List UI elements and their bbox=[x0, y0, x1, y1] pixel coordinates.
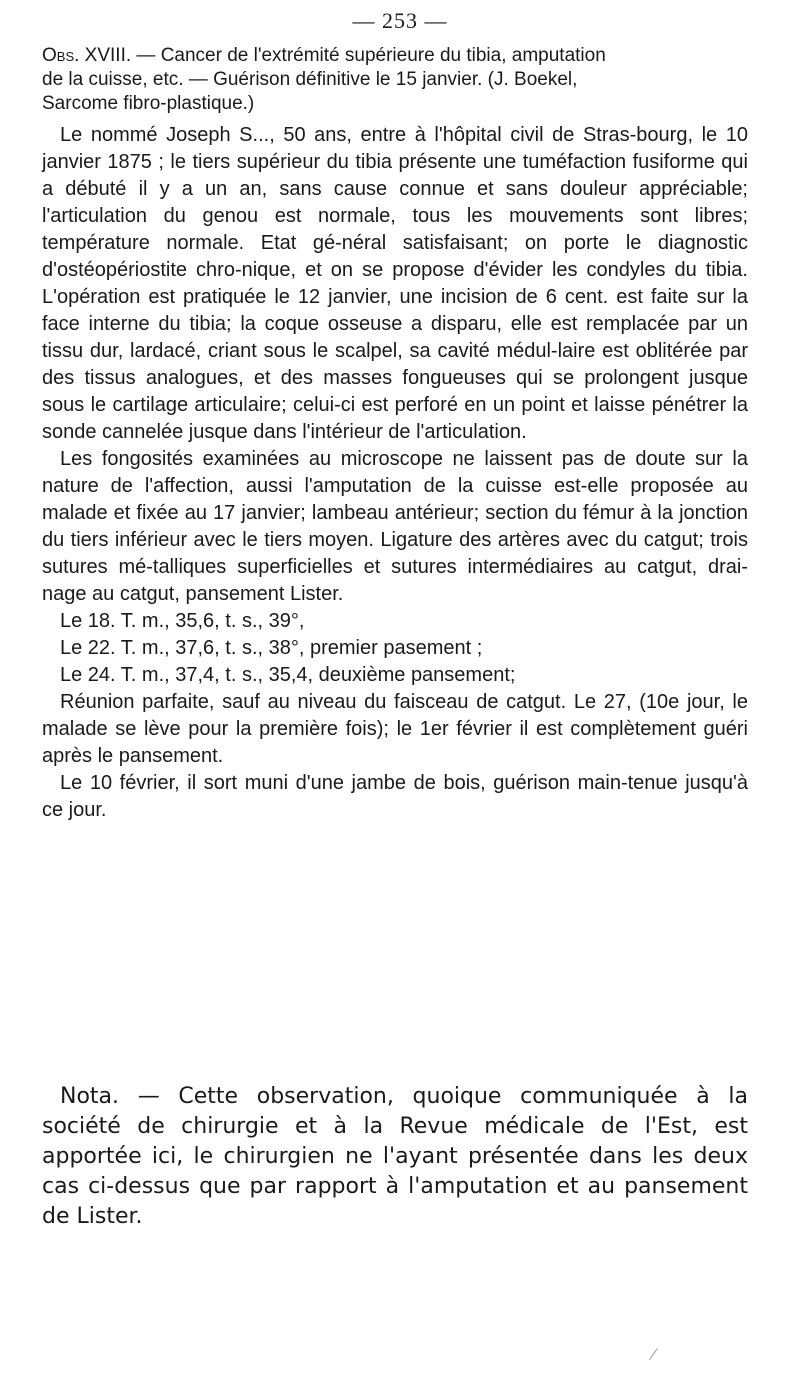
paragraph-day-24: Le 24. T. m., 37,4, t. s., 35,4, deuxième pansement; bbox=[60, 664, 516, 686]
header-line-1 bbox=[42, 44, 748, 68]
header-title: — Cancer de l'extrémité supérieure du tibia, amputation bbox=[131, 45, 606, 66]
nota-paragraph: Nota. — Cette observation, quoique communiquée à la société de chirurgie et à la Revue médicale de l'Est, est apportée ici, le chirurgien ne l'ayant présentée dans les deux cas ci-dessus que par rapport à l'amputation et au pansement de Lister. bbox=[42, 1084, 748, 1229]
header-line-3: Sarcome fibro-plastique.) bbox=[42, 93, 255, 114]
header-line-2: de la cuisse, etc. — Guérison définitive le 15 janvier. (J. Boekel, bbox=[42, 69, 578, 90]
paragraph-discharge: Le 10 février, il sort muni d'une jambe de bois, guérison main-tenue jusqu'à ce jour. bbox=[42, 772, 748, 821]
paragraph-day-22: Le 22. T. m., 37,6, t. s., 38°, premier pasement ; bbox=[60, 637, 483, 659]
nota-section bbox=[42, 1082, 748, 1232]
paragraph-case-history: Le nommé Joseph S..., 50 ans, entre à l'hôpital civil de Stras-bourg, le 10 janvier 1875 ; le tiers supérieur du tibia présente une tuméfaction fusiforme qui a débuté il y a un an, sans cause connue et sans douleur appréciable; l'articulation du genou est normale, tous les mouvements sont libres; température normale. Etat gé-néral satisfaisant; on porte le diagnostic d'ostéopériostite chro-nique, et on se propose d'évider les condyles du tibia. L'opération est pratiquée le 12 janvier, une incision de 6 cent. est faite sur la face interne du tibia; la coque osseuse a disparu, elle est remplacée par un tissu dur, lardacé, criant sous le scalpel, sa cavité médul-laire est oblitérée par des tissus analogues, et des masses fongueuses qui se prolongent jusque sous le cartilage articulaire; celui-ci est perforé en un point et laisse pénétrer la sonde cannelée jusque dans l'intérieur de l'articulation. bbox=[42, 124, 748, 443]
paragraph-healing: Réunion parfaite, sauf au niveau du faisceau de catgut. Le 27, (10e jour, le malade se lève pour la première fois); le 1er février il est complètement guéri après le pansement. bbox=[42, 691, 748, 767]
observation-label: Obs. XVIII. bbox=[42, 45, 132, 66]
observation-header bbox=[42, 44, 748, 116]
scan-mark bbox=[649, 1348, 666, 1366]
paragraph-amputation: Les fongosités examinées au microscope ne laissent pas de doute sur la nature de l'affection, aussi l'amputation de la cuisse est-elle proposée au malade et fixée au 17 janvier; lambeau antérieur; section du fémur à la jonction du tiers inférieur avec le tiers moyen. Ligature des artères avec du catgut; trois sutures mé-talliques superficielles et sutures intermédiaires au catgut, drai-nage au catgut, pansement Lister. bbox=[42, 448, 748, 605]
paragraph-day-18: Le 18. T. m., 35,6, t. s., 39°, bbox=[60, 610, 305, 632]
observation-body bbox=[42, 122, 748, 824]
page-number: — 253 — bbox=[352, 8, 448, 33]
